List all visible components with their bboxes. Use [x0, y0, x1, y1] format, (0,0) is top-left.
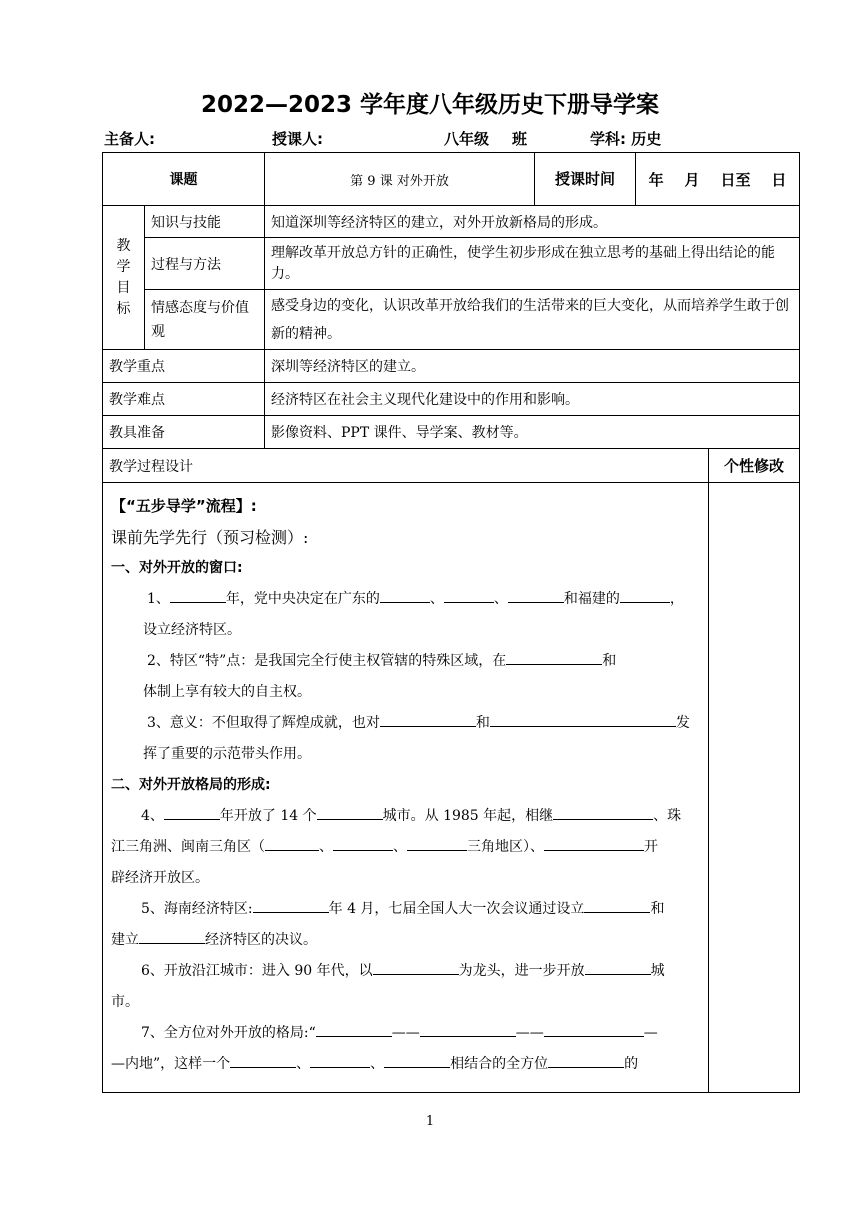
- question-5-cont: 建立 经济特区的决议。: [111, 925, 698, 956]
- class-label: 班: [512, 130, 528, 148]
- topic-label: 课题: [103, 153, 265, 206]
- goal-label-knowledge: 知识与技能: [145, 206, 265, 238]
- difficulty-label: 教学难点: [103, 383, 265, 416]
- section-2-heading: 二、对外开放格局的形成:: [111, 777, 271, 793]
- tools-text: 影像资料、PPT 课件、导学案、教材等。: [265, 416, 800, 449]
- goals-label: 教 学 目 标: [103, 206, 145, 350]
- question-3-cont: 挥了重要的示范带头作用。: [143, 746, 311, 762]
- goal-text-emotion: 感受身边的变化，认识改革开放给我们的生活带来的巨大变化，从而培养学生敢于创新的精神。: [265, 290, 800, 350]
- page-title: 2022—2023 学年度八年级历史下册导学案: [200, 92, 660, 118]
- key-text: 深圳等经济特区的建立。: [265, 350, 800, 383]
- question-4-end: 辟经济开放区。: [111, 870, 209, 886]
- question-5: 5、海南经济特区: 年 4 月，七届全国人大一次会议通过设立 和: [111, 894, 698, 925]
- lesson-plan-table: [102, 152, 800, 1093]
- question-7: 7、全方位对外开放的格局:“ —— —— —: [111, 1018, 698, 1049]
- question-2-cont: 体制上享有较大的自主权。: [143, 684, 311, 700]
- personal-edit-cell: [709, 483, 800, 1093]
- question-3: 3、意义：不但取得了辉煌成就，也对 和 发: [111, 708, 698, 739]
- flow-title: 【“五步导学”流程】:: [111, 497, 257, 515]
- question-1: 1、 年，党中央决定在广东的 、 、 和福建的 ，: [111, 584, 698, 615]
- tools-label: 教具准备: [103, 416, 265, 449]
- teacher-label: 授课人:: [272, 130, 323, 148]
- process-content: [103, 483, 709, 1093]
- section-1-heading: 一、对外开放的窗口:: [111, 560, 243, 576]
- page-number: 1: [425, 1114, 435, 1129]
- time-value: 年 月 日至 日: [648, 170, 787, 189]
- question-6-cont: 市。: [111, 994, 139, 1010]
- goal-text-process: 理解改革开放总方针的正确性，使学生初步形成在独立思考的基础上得出结论的能力。: [265, 238, 800, 290]
- difficulty-text: 经济特区在社会主义现代化建设中的作用和影响。: [265, 383, 800, 416]
- pre-study: 课前先学先行（预习检测）:: [111, 528, 309, 547]
- subject-label: 学科: 历史: [590, 130, 662, 148]
- question-2: 2、特区“特”点：是我国完全行使主权管辖的特殊区域，在 和: [111, 646, 698, 677]
- goal-label-emotion: 情感态度与价值观: [145, 290, 265, 350]
- question-4-cont: 江三角洲、闽南三角区（ 、 、 三角地区）、 开: [111, 832, 698, 863]
- grade-label: 八年级: [444, 130, 490, 148]
- topic-value: 第 9 课 对外开放: [265, 153, 535, 206]
- preparer-label: 主备人:: [104, 130, 155, 148]
- question-4: 4、 年开放了 14 个 城市。从 1985 年起，相继 、珠: [111, 801, 698, 832]
- key-label: 教学重点: [103, 350, 265, 383]
- process-label: 教学过程设计: [103, 449, 709, 483]
- goal-label-process: 过程与方法: [145, 238, 265, 290]
- question-7-cont: —内地”，这样一个 、 、 相结合的全方位 的: [111, 1049, 698, 1080]
- question-6: 6、开放沿江城市：进入 90 年代，以 为龙头，进一步开放 城: [111, 956, 698, 987]
- time-label: 授课时间: [535, 153, 636, 205]
- goal-text-knowledge: 知道深圳等经济特区的建立，对外开放新格局的形成。: [265, 206, 800, 238]
- personal-label: 个性修改: [709, 449, 800, 483]
- question-1-cont: 设立经济特区。: [143, 622, 241, 638]
